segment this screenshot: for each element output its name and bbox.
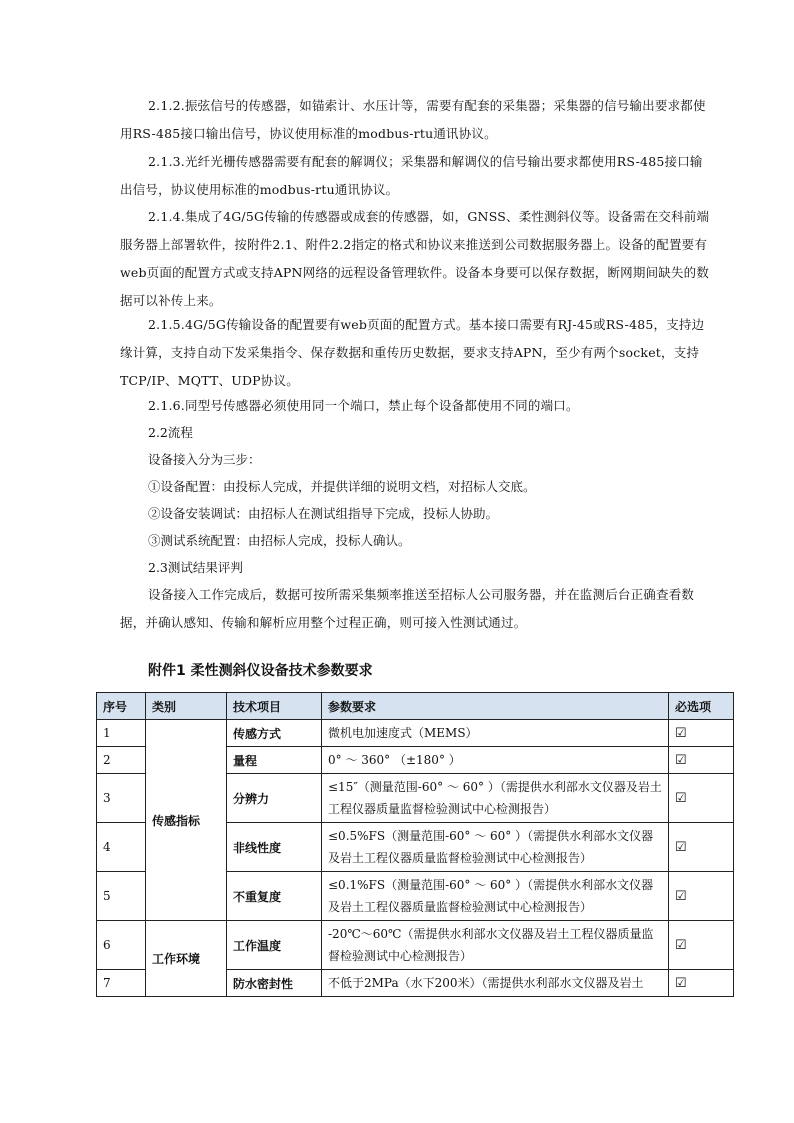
header-item: 技术项目 bbox=[227, 693, 322, 720]
tech-item: 不重复度 bbox=[227, 872, 322, 921]
table-header-row bbox=[97, 693, 734, 720]
attachment-title: 附件1 柔性测斜仪设备技术参数要求 bbox=[148, 663, 373, 679]
row-number: 3 bbox=[97, 774, 146, 823]
step-2: ②设备安装调试：由招标人在测试组指导下完成，投标人协助。 bbox=[148, 506, 499, 521]
checkbox-checked-icon: ☑ bbox=[669, 970, 734, 997]
paragraph-2-1-3: 2.1.3.光纤光栅传感器需要有配套的解调仪；采集器和解调仪的信号输出要求都使用RS-485接口输出信号，协议使用标准的modbus-rtu通讯协议。 bbox=[120, 154, 703, 197]
checkbox-checked-icon: ☑ bbox=[669, 921, 734, 970]
tech-item: 分辨力 bbox=[227, 774, 322, 823]
paragraph-2-1-5: 2.1.5.4G/5G传输设备的配置要有web页面的配置方式。基本接口需要有RJ-45或RS-485，支持边缘计算，支持自动下发采集指令、保存数据和重传历史数据，要求支持APN，至少有两个socket，支持TCP/IP、MQTT、UDP协议。 bbox=[120, 317, 705, 388]
header-required: 必选项 bbox=[669, 693, 734, 720]
header-requirement: 参数要求 bbox=[322, 693, 669, 720]
step-3: ③测试系统配置：由招标人完成，投标人确认。 bbox=[148, 533, 411, 548]
header-no: 序号 bbox=[97, 693, 146, 720]
requirement: -20℃～60℃（需提供水利部水文仪器及岩土工程仪器质量监督检验测试中心检测报告） bbox=[322, 921, 669, 970]
paragraph-2-1-4: 2.1.4.集成了4G/5G传输的传感器或成套的传感器，如，GNSS、柔性测斜仪等。设备需在交科前端服务器上部署软件，按附件2.1、附件2.2指定的格式和协议来推送到公司数据服务器上。设备的配置要有web页面的配置方式或支持APN网络的远程设备管理软件。设备本身要可以保存数据，断网期间缺失的数据可以补传上来。 bbox=[120, 209, 710, 308]
checkbox-checked-icon: ☑ bbox=[669, 872, 734, 921]
category-sensing: 传感指标 bbox=[146, 720, 227, 921]
requirement: 0° ～ 360° （±180° ） bbox=[322, 747, 669, 774]
requirement: ≤0.5%FS（测量范围-60° ～ 60° ）（需提供水利部水文仪器及岩土工程仪器质量监督检验测试中心检测报告） bbox=[322, 823, 669, 872]
requirement: ≤15″（测量范围-60° ～ 60° ）（需提供水利部水文仪器及岩土工程仪器质量监督检验测试中心检测报告） bbox=[322, 774, 669, 823]
table-row bbox=[97, 921, 734, 970]
header-category: 类别 bbox=[146, 693, 227, 720]
category-environment: 工作环境 bbox=[146, 921, 227, 997]
section-2-3-title: 2.3测试结果评判 bbox=[148, 560, 243, 575]
section-2-2-intro: 设备接入分为三步： bbox=[148, 452, 261, 467]
requirement: 不低于2MPa（水下200米）（需提供水利部水文仪器及岩土 bbox=[322, 970, 669, 997]
spec-table bbox=[96, 692, 734, 997]
row-number: 1 bbox=[97, 720, 146, 747]
paragraph-2-1-2: 2.1.2.振弦信号的传感器，如锚索计、水压计等，需要有配套的采集器；采集器的信号输出要求都使用RS-485接口输出信号，协议使用标准的modbus-rtu通讯协议。 bbox=[120, 98, 706, 141]
tech-item: 量程 bbox=[227, 747, 322, 774]
row-number: 6 bbox=[97, 921, 146, 970]
step-1: ①设备配置：由投标人完成，并提供详细的说明文档，对招标人交底。 bbox=[148, 479, 536, 494]
checkbox-checked-icon: ☑ bbox=[669, 747, 734, 774]
tech-item: 防水密封性 bbox=[227, 970, 322, 997]
paragraph-2-1-6: 2.1.6.同型号传感器必须使用同一个端口，禁止每个设备都使用不同的端口。 bbox=[148, 398, 579, 413]
tech-item: 工作温度 bbox=[227, 921, 322, 970]
tech-item: 传感方式 bbox=[227, 720, 322, 747]
checkbox-checked-icon: ☑ bbox=[669, 774, 734, 823]
row-number: 7 bbox=[97, 970, 146, 997]
section-2-3-body: 设备接入工作完成后，数据可按所需采集频率推送至招标人公司服务器，并在监测后台正确查看数据，并确认感知、传输和解析应用整个过程正确，则可接入性测试通过。 bbox=[120, 587, 695, 630]
section-2-2-title: 2.2流程 bbox=[148, 425, 193, 440]
row-number: 5 bbox=[97, 872, 146, 921]
requirement: ≤0.1%FS（测量范围-60° ～ 60° ）（需提供水利部水文仪器及岩土工程仪器质量监督检验测试中心检测报告） bbox=[322, 872, 669, 921]
table-row bbox=[97, 720, 734, 747]
row-number: 4 bbox=[97, 823, 146, 872]
checkbox-checked-icon: ☑ bbox=[669, 720, 734, 747]
checkbox-checked-icon: ☑ bbox=[669, 823, 734, 872]
row-number: 2 bbox=[97, 747, 146, 774]
requirement: 微机电加速度式（MEMS） bbox=[322, 720, 669, 747]
tech-item: 非线性度 bbox=[227, 823, 322, 872]
